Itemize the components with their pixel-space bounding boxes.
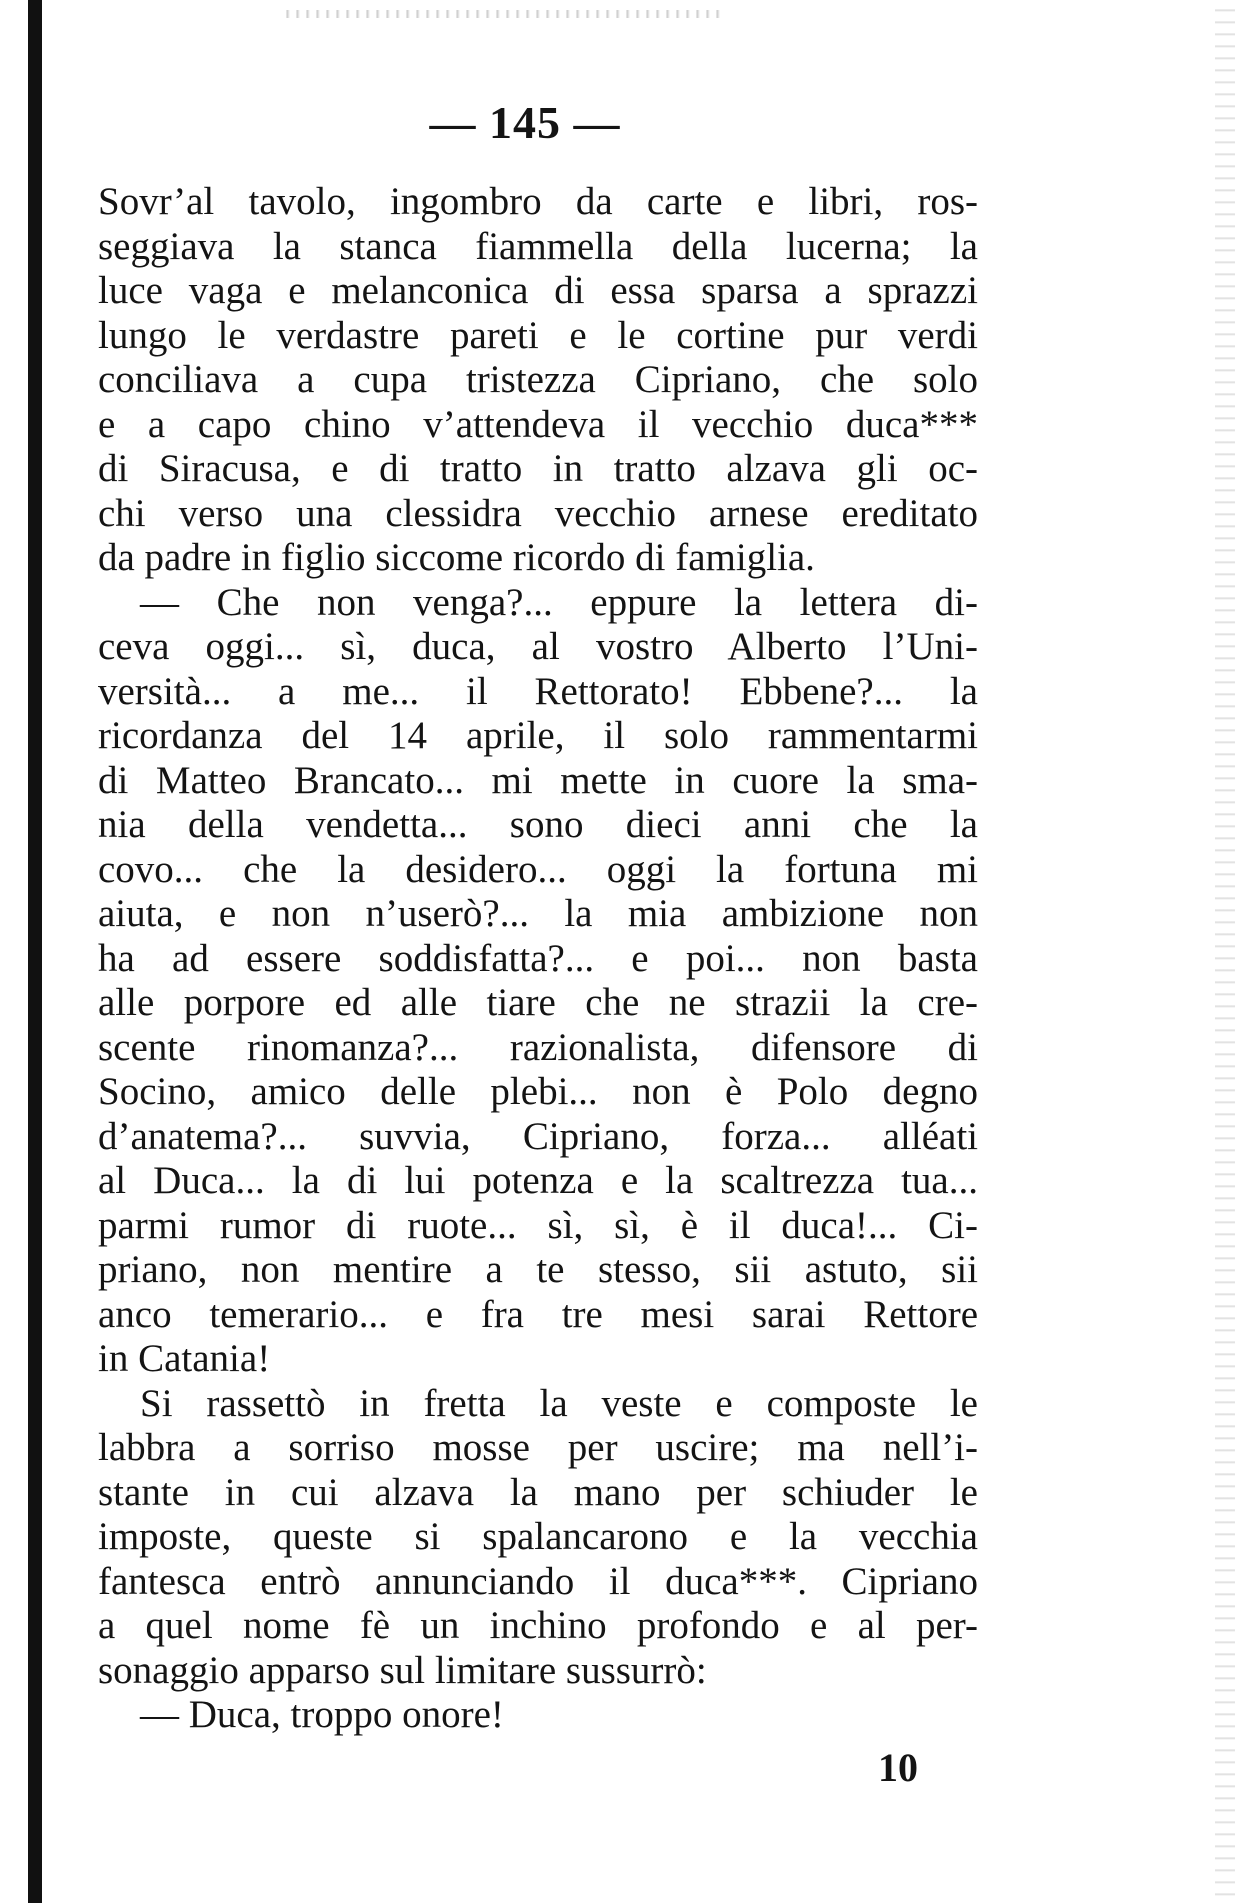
- text-line: stante in cui alzava la mano per schiuder le: [98, 1470, 978, 1514]
- text-line: sonaggio apparso sul limitare sussurrò:: [98, 1648, 707, 1692]
- text-line: covo... che la desidero... oggi la fortuna mi: [98, 847, 978, 891]
- text-line: anco temerario... e fra tre mesi sarai Rettore: [98, 1292, 978, 1336]
- body-text: [98, 180, 978, 1738]
- text-line: versità... a me... il Rettorato! Ebbene?... la: [98, 669, 978, 713]
- text-line: ceva oggi... sì, duca, al vostro Alberto l’Uni-: [98, 625, 978, 668]
- text-line: in Catania!: [98, 1337, 271, 1380]
- text-line: seggiava la stanca fiammella della lucerna; la: [98, 224, 978, 268]
- text-line: da padre in figlio siccome ricordo di famiglia.: [98, 536, 815, 579]
- text-line: ha ad essere soddisfatta?... e poi... non basta: [98, 936, 978, 980]
- text-line: labbra a sorriso mosse per uscire; ma nell’i-: [98, 1426, 978, 1469]
- text-line: parmi rumor di ruote... sì, sì, è il duca!... Ci-: [98, 1203, 978, 1247]
- text-line: nia della vendetta... sono dieci anni che la: [98, 803, 978, 846]
- text-line: di Siracusa, e di tratto in tratto alzava gli oc-: [98, 447, 978, 490]
- text-line: al Duca... la di lui potenza e la scaltrezza tua...: [98, 1159, 978, 1202]
- text-line: e a capo chino v’attendeva il vecchio duca***: [98, 402, 978, 446]
- text-line: chi verso una clessidra vecchio arnese ereditato: [98, 491, 978, 535]
- text-line: imposte, queste si spalancarono e la vecchia: [98, 1515, 978, 1558]
- text-line: a quel nome fè un inchino profondo e al per-: [98, 1604, 978, 1647]
- text-line: aiuta, e non n’userò?... la mia ambizione non: [98, 892, 978, 935]
- text-line: Sovr’al tavolo, ingombro da carte e libri, ros-: [98, 180, 978, 223]
- book-gutter-edge: [28, 0, 42, 1903]
- text-line: ricordanza del 14 aprile, il solo rammentarmi: [98, 714, 978, 757]
- text-line: — Duca, troppo onore!: [140, 1693, 504, 1736]
- top-print-specks: [280, 10, 720, 18]
- text-line: fantesca entrò annunciando il duca***. Cipriano: [98, 1559, 978, 1603]
- text-line: conciliava a cupa tristezza Cipriano, che solo: [98, 358, 978, 401]
- page-margin-noise: [1215, 0, 1235, 1903]
- text-line: alle porpore ed alle tiare che ne strazii la cre-: [98, 981, 978, 1024]
- text-line: priano, non mentire a te stesso, sii astuto, sii: [98, 1248, 978, 1291]
- signature-mark: 10: [878, 1745, 918, 1790]
- text-line: — Che non venga?... eppure la lettera di-: [140, 580, 978, 624]
- text-line: Si rassettò in fretta la veste e composte le: [140, 1381, 978, 1425]
- text-line: lungo le verdastre pareti e le cortine pur verdi: [98, 313, 978, 357]
- page-number: — 145 —: [429, 97, 621, 148]
- text-line: scente rinomanza?... razionalista, difensore di: [98, 1025, 978, 1069]
- text-line: luce vaga e melanconica di essa sparsa a sprazzi: [98, 269, 978, 312]
- text-line: d’anatema?... suvvia, Cipriano, forza... alléati: [98, 1114, 978, 1158]
- text-line: Socino, amico delle plebi... non è Polo degno: [98, 1070, 978, 1113]
- text-line: di Matteo Brancato... mi mette in cuore la sma-: [98, 758, 978, 802]
